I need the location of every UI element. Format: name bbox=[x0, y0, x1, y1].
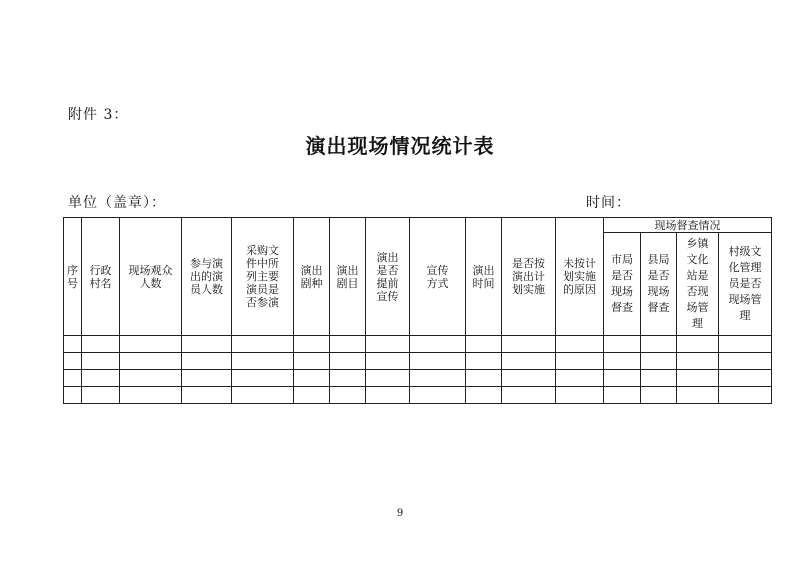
table-cell bbox=[366, 370, 410, 387]
table-cell bbox=[82, 353, 120, 370]
table-row bbox=[64, 336, 772, 353]
table-cell bbox=[182, 353, 232, 370]
table-cell bbox=[556, 370, 604, 387]
table-cell bbox=[82, 370, 120, 387]
table-cell bbox=[232, 353, 294, 370]
column-header: 现场观众 人数 bbox=[120, 218, 182, 336]
table-cell bbox=[677, 387, 719, 404]
column-header: 未按计 划实施 的原因 bbox=[556, 218, 604, 336]
table-cell bbox=[232, 370, 294, 387]
table-cell bbox=[556, 387, 604, 404]
table-cell bbox=[556, 353, 604, 370]
table-cell bbox=[502, 370, 556, 387]
table-cell bbox=[330, 370, 366, 387]
table-cell bbox=[410, 387, 466, 404]
column-header: 演出 时间 bbox=[466, 218, 502, 336]
table-row bbox=[64, 370, 772, 387]
table-cell bbox=[677, 370, 719, 387]
column-header: 参与演 出的演 员人数 bbox=[182, 218, 232, 336]
column-header: 演出 剧种 bbox=[294, 218, 330, 336]
table-cell bbox=[366, 336, 410, 353]
sub-column-header: 乡镇 文化 站是 否现 场管 理 bbox=[677, 233, 719, 336]
table-cell bbox=[182, 387, 232, 404]
table-cell bbox=[604, 387, 641, 404]
sub-column-header: 村级文 化管理 员是否 现场管 理 bbox=[719, 233, 772, 336]
table-cell bbox=[466, 387, 502, 404]
table-cell bbox=[410, 353, 466, 370]
table-cell bbox=[410, 370, 466, 387]
table-cell bbox=[719, 387, 772, 404]
column-header: 是否按 演出计 划实施 bbox=[502, 218, 556, 336]
sub-column-header: 县局 是否 现场 督查 bbox=[641, 233, 677, 336]
table-cell bbox=[64, 370, 82, 387]
column-header: 行政 村名 bbox=[82, 218, 120, 336]
table-cell bbox=[719, 353, 772, 370]
table-cell bbox=[120, 353, 182, 370]
attachment-label: 附件 3： bbox=[68, 107, 129, 123]
table-cell bbox=[64, 387, 82, 404]
column-header: 采购文 件中所 列主要 演员是 否参演 bbox=[232, 218, 294, 336]
statistics-table bbox=[63, 217, 772, 404]
table-cell bbox=[604, 353, 641, 370]
table-cell bbox=[604, 370, 641, 387]
table-cell bbox=[120, 336, 182, 353]
table-cell bbox=[330, 387, 366, 404]
sub-column-header: 市局 是否 现场 督查 bbox=[604, 233, 641, 336]
table-cell bbox=[294, 370, 330, 387]
table-cell bbox=[120, 387, 182, 404]
table-cell bbox=[182, 336, 232, 353]
table-cell bbox=[294, 353, 330, 370]
table-cell bbox=[502, 387, 556, 404]
column-header: 序 号 bbox=[64, 218, 82, 336]
table-cell bbox=[677, 353, 719, 370]
time-label: 时间： bbox=[586, 195, 631, 211]
table-cell bbox=[232, 387, 294, 404]
table-cell bbox=[641, 353, 677, 370]
table-cell bbox=[466, 336, 502, 353]
table-cell bbox=[294, 336, 330, 353]
table-cell bbox=[466, 370, 502, 387]
table-cell bbox=[120, 370, 182, 387]
table-cell bbox=[556, 336, 604, 353]
unit-label: 单位（盖章）： bbox=[68, 195, 166, 211]
table-cell bbox=[330, 336, 366, 353]
table-cell bbox=[604, 336, 641, 353]
group-header: 现场督查情况 bbox=[604, 218, 772, 233]
table-cell bbox=[641, 336, 677, 353]
document-title: 演出现场情况统计表 bbox=[305, 134, 495, 158]
table-cell bbox=[466, 353, 502, 370]
table-cell bbox=[502, 353, 556, 370]
table-cell bbox=[294, 387, 330, 404]
table-cell bbox=[719, 336, 772, 353]
column-header: 宣传 方式 bbox=[410, 218, 466, 336]
table-cell bbox=[641, 387, 677, 404]
table-cell bbox=[641, 370, 677, 387]
table-cell bbox=[182, 370, 232, 387]
table-cell bbox=[366, 353, 410, 370]
table-cell bbox=[677, 336, 719, 353]
table-cell bbox=[64, 353, 82, 370]
table-cell bbox=[82, 387, 120, 404]
table-body bbox=[64, 336, 772, 404]
table-cell bbox=[64, 336, 82, 353]
table-row bbox=[64, 353, 772, 370]
table-cell bbox=[82, 336, 120, 353]
table-row bbox=[64, 387, 772, 404]
page-number: 9 bbox=[396, 508, 404, 519]
table-cell bbox=[502, 336, 556, 353]
column-header: 演出 是否 提前 宣传 bbox=[366, 218, 410, 336]
table-cell bbox=[719, 370, 772, 387]
table-cell bbox=[232, 336, 294, 353]
table-cell bbox=[366, 387, 410, 404]
table-cell bbox=[330, 353, 366, 370]
table-cell bbox=[410, 336, 466, 353]
column-header: 演出 剧目 bbox=[330, 218, 366, 336]
